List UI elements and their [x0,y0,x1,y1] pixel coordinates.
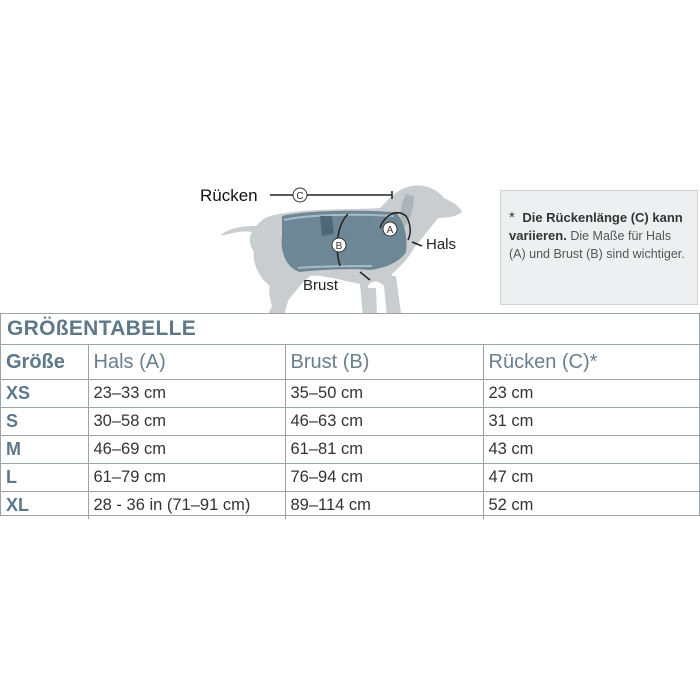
neck-cell: 46–69 cm [88,436,285,464]
table-row [1,464,699,492]
chest-cell: 76–94 cm [285,464,483,492]
note-bold-text: Die Rückenlänge (C) kann variieren. [509,210,683,243]
neck-cell: 28 - 36 in (71–91 cm) [88,492,285,520]
size-table [1,344,699,519]
chest-cell: 89–114 cm [285,492,483,520]
neck-label: Hals [426,236,457,253]
back-cell: 43 cm [483,436,699,464]
neck-cell: 23–33 cm [88,380,285,408]
size-chart [0,313,700,516]
marker-b [332,238,346,252]
table-row [1,380,699,408]
marker-a [383,222,397,236]
size-cell: XL [1,492,88,520]
chest-cell: 61–81 cm [285,436,483,464]
size-cell: M [1,436,88,464]
header-chest: Brust (B) [285,345,483,380]
header-neck: Hals (A) [88,345,285,380]
size-cell: S [1,408,88,436]
header-size: Größe [1,345,88,380]
chest-cell: 35–50 cm [285,380,483,408]
back-length-note [500,190,698,305]
chest-label: Brust [303,277,339,294]
neck-cell: 30–58 cm [88,408,285,436]
table-row [1,492,699,520]
marker-c [293,188,307,202]
neck-cell: 61–79 cm [88,464,285,492]
note-normal-text: Die Maße für Hals (A) und Brust (B) sind wichtiger. [509,229,685,261]
svg-text:C: C [296,191,304,202]
size-cell: L [1,464,88,492]
table-row [1,436,699,464]
back-label: Rücken [200,186,258,205]
size-chart-title: GRÖßENTABELLE [7,317,197,340]
svg-text:A: A [386,225,394,236]
chest-cell: 46–63 cm [285,408,483,436]
back-cell: 31 cm [483,408,699,436]
back-cell: 52 cm [483,492,699,520]
back-cell: 23 cm [483,380,699,408]
back-cell: 47 cm [483,464,699,492]
asterisk: * [509,209,515,226]
size-cell: XS [1,380,88,408]
header-row [1,345,699,380]
header-back: Rücken (C)* [483,345,699,380]
svg-text:B: B [335,241,343,252]
table-row [1,408,699,436]
